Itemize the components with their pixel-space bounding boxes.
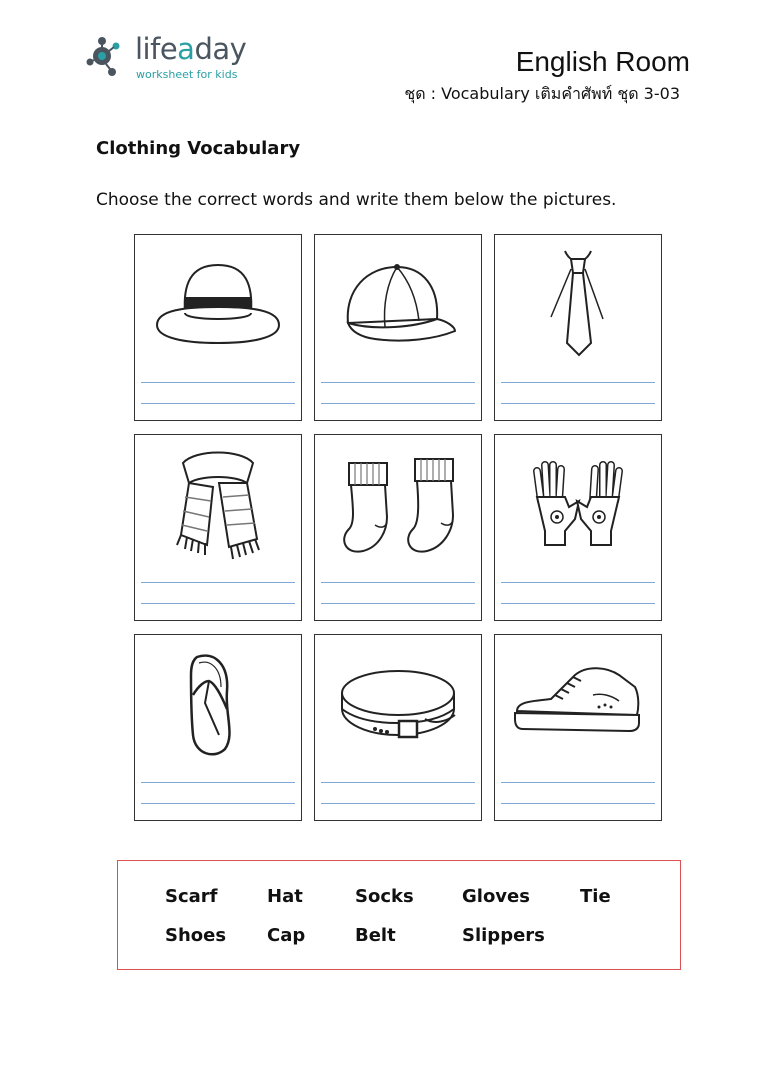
picture-frame xyxy=(494,234,662,370)
word-bank-item: Hat xyxy=(267,886,303,907)
word-bank-item: Gloves xyxy=(462,886,530,907)
shoe-icon xyxy=(495,635,661,769)
picture-frame xyxy=(134,434,302,570)
picture-frame xyxy=(494,634,662,770)
worksheet-instruction: Choose the correct words and write them below the pictures. xyxy=(96,190,617,210)
tie-icon xyxy=(495,235,661,369)
slipper-icon xyxy=(135,635,301,769)
picture-cell xyxy=(314,234,482,422)
answer-box[interactable] xyxy=(314,769,482,821)
word-bank-item: Shoes xyxy=(165,925,227,946)
answer-line xyxy=(141,603,295,604)
answer-line xyxy=(321,603,475,604)
scarf-icon xyxy=(135,435,301,569)
word-bank xyxy=(117,860,681,970)
picture-cell xyxy=(134,634,302,822)
answer-box[interactable] xyxy=(494,569,662,621)
logo-wordmark: lifeaday xyxy=(135,32,247,66)
answer-line xyxy=(141,803,295,804)
belt-icon xyxy=(315,635,481,769)
page-title: English Room xyxy=(515,46,690,77)
answer-box[interactable] xyxy=(494,769,662,821)
word-bank-item: Cap xyxy=(267,925,306,946)
answer-line xyxy=(501,782,655,783)
picture-cell xyxy=(314,634,482,822)
word-bank-item: Tie xyxy=(580,886,611,907)
answer-line xyxy=(321,803,475,804)
answer-line xyxy=(321,403,475,404)
cap-icon xyxy=(315,235,481,369)
word-bank-item: Belt xyxy=(355,925,396,946)
picture-cell xyxy=(134,434,302,622)
picture-frame xyxy=(134,234,302,370)
answer-line xyxy=(501,382,655,383)
picture-frame xyxy=(134,634,302,770)
picture-frame xyxy=(314,634,482,770)
lifeaday-logo xyxy=(86,34,266,86)
gloves-icon xyxy=(495,435,661,569)
picture-grid xyxy=(134,234,664,824)
picture-frame xyxy=(314,234,482,370)
answer-box[interactable] xyxy=(134,369,302,421)
picture-cell xyxy=(314,434,482,622)
answer-line xyxy=(141,582,295,583)
answer-line xyxy=(141,403,295,404)
answer-box[interactable] xyxy=(134,769,302,821)
answer-line xyxy=(321,382,475,383)
worksheet-heading: Clothing Vocabulary xyxy=(96,138,301,159)
answer-line xyxy=(321,782,475,783)
answer-line xyxy=(501,582,655,583)
answer-line xyxy=(501,603,655,604)
picture-frame xyxy=(494,434,662,570)
picture-frame xyxy=(314,434,482,570)
word-bank-item: Slippers xyxy=(462,925,545,946)
word-bank-item: Socks xyxy=(355,886,414,907)
picture-cell xyxy=(494,234,662,422)
page-subtitle: ชุด : Vocabulary เติมคำศัพท์ ชุด 3-03 xyxy=(404,84,680,103)
picture-cell xyxy=(494,634,662,822)
answer-line xyxy=(501,403,655,404)
socks-icon xyxy=(315,435,481,569)
answer-box[interactable] xyxy=(494,369,662,421)
picture-cell xyxy=(494,434,662,622)
answer-box[interactable] xyxy=(314,369,482,421)
picture-cell xyxy=(134,234,302,422)
answer-line xyxy=(141,382,295,383)
logo-tagline: worksheet for kids xyxy=(136,68,238,81)
answer-line xyxy=(321,582,475,583)
answer-box[interactable] xyxy=(134,569,302,621)
molecule-logo-icon xyxy=(86,34,132,80)
answer-line xyxy=(141,782,295,783)
answer-line xyxy=(501,803,655,804)
hat-icon xyxy=(135,235,301,369)
answer-box[interactable] xyxy=(314,569,482,621)
word-bank-item: Scarf xyxy=(165,886,218,907)
